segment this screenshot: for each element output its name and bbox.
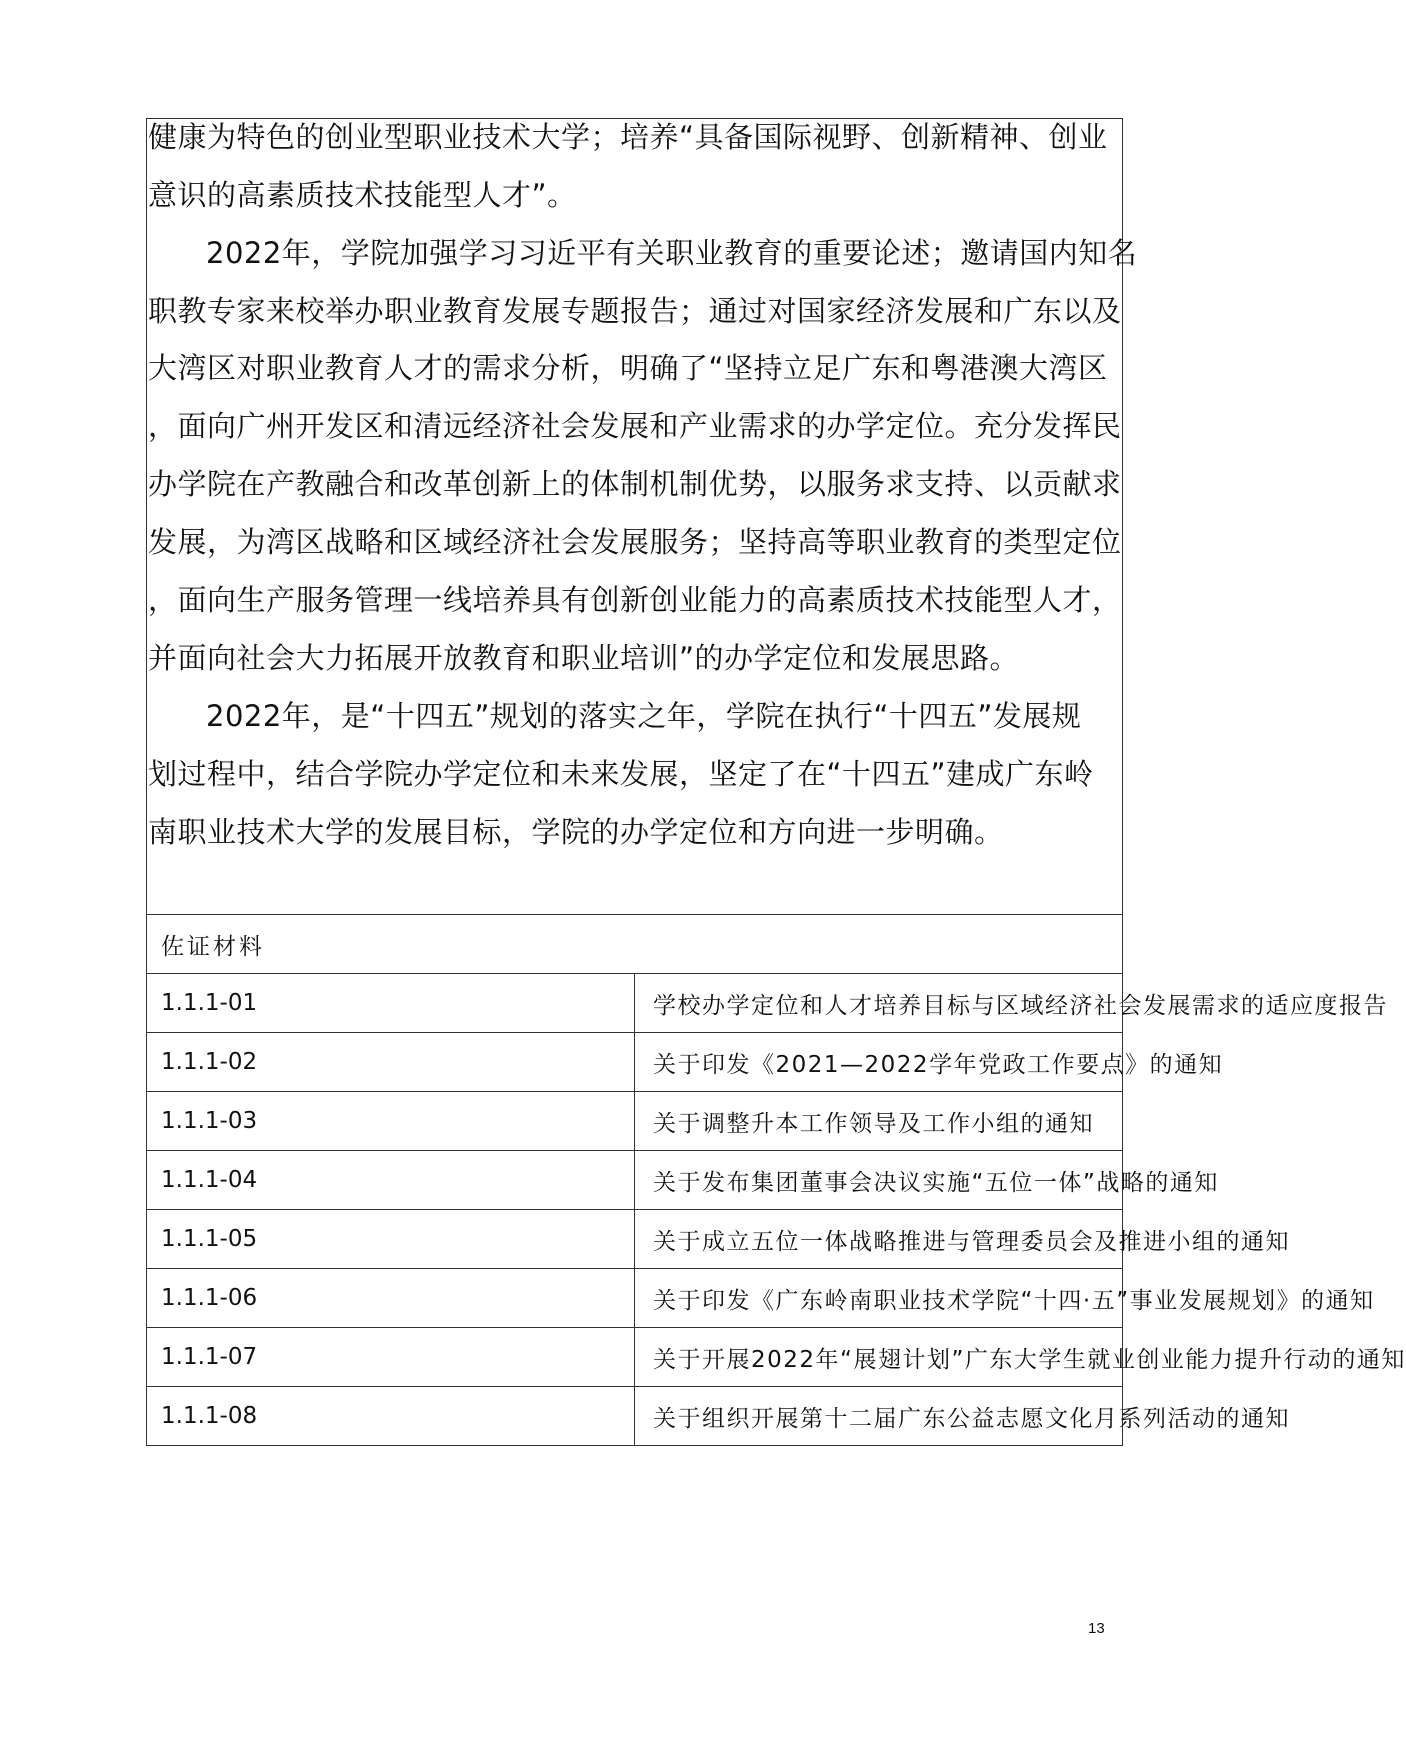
evidence-code: 1.1.1-06 (147, 1269, 635, 1328)
evidence-code: 1.1.1-03 (147, 1092, 635, 1151)
table-row (147, 1092, 1123, 1151)
narrative-line: ，面向生产服务管理一线培养具有创新创业能力的高素质技术技能型人才， (148, 583, 1122, 617)
narrative-line: 划过程中，结合学院办学定位和未来发展，坚定了在“十四五”建成广东岭 (148, 757, 1094, 791)
evidence-title: 关于印发《2021—2022学年党政工作要点》的通知 (635, 1033, 1123, 1092)
narrative-line: 南职业技术大学的发展目标，学院的办学定位和方向进一步明确。 (148, 815, 1004, 849)
narrative-line: 办学院在产教融合和改革创新上的体制机制优势，以服务求支持、以贡献求 (148, 467, 1122, 501)
narrative-line: ，面向广州开发区和清远经济社会发展和产业需求的办学定位。充分发挥民 (148, 409, 1122, 443)
evidence-title: 关于印发《广东岭南职业技术学院“十四·五”事业发展规划》的通知 (635, 1269, 1123, 1328)
evidence-title: 关于成立五位一体战略推进与管理委员会及推进小组的通知 (635, 1210, 1123, 1269)
table-row (147, 1151, 1123, 1210)
evidence-title: 学校办学定位和人才培养目标与区域经济社会发展需求的适应度报告 (635, 974, 1123, 1033)
narrative-line: 意识的高素质技术技能型人才”。 (148, 178, 577, 212)
narrative-line: 2022年，是“十四五”规划的落实之年，学院在执行“十四五”发展规 (206, 699, 1082, 733)
table-row (147, 974, 1123, 1033)
narrative-line: 发展，为湾区战略和区域经济社会发展服务；坚持高等职业教育的类型定位 (148, 525, 1122, 559)
evidence-code: 1.1.1-02 (147, 1033, 635, 1092)
evidence-title: 关于调整升本工作领导及工作小组的通知 (635, 1092, 1123, 1151)
table-row (147, 1033, 1123, 1092)
evidence-title: 关于开展2022年“展翅计划”广东大学生就业创业能力提升行动的通知 (635, 1328, 1123, 1387)
narrative-line: 健康为特色的创业型职业技术大学；培养“具备国际视野、创新精神、创业 (148, 120, 1108, 154)
evidence-title: 关于发布集团董事会决议实施“五位一体”战略的通知 (635, 1151, 1123, 1210)
evidence-code: 1.1.1-05 (147, 1210, 635, 1269)
narrative-line: 并面向社会大力拓展开放教育和职业培训”的办学定位和发展思路。 (148, 641, 1020, 675)
table-row (147, 1328, 1123, 1387)
evidence-header-row (147, 915, 1123, 974)
table-row (147, 1387, 1123, 1446)
page-number: 13 (1088, 1620, 1105, 1637)
evidence-code: 1.1.1-04 (147, 1151, 635, 1210)
evidence-code: 1.1.1-08 (147, 1387, 635, 1446)
table-row (147, 1269, 1123, 1328)
evidence-table (146, 914, 1406, 1446)
table-row (147, 1210, 1123, 1269)
narrative-line: 大湾区对职业教育人才的需求分析，明确了“坚持立足广东和粤港澳大湾区 (148, 351, 1108, 385)
evidence-code: 1.1.1-01 (147, 974, 635, 1033)
evidence-code: 1.1.1-07 (147, 1328, 635, 1387)
narrative-line: 职教专家来校举办职业教育发展专题报告；通过对国家经济发展和广东以及 (148, 294, 1122, 328)
evidence-title: 关于组织开展第十二届广东公益志愿文化月系列活动的通知 (635, 1387, 1123, 1446)
evidence-header: 佐证材料 (147, 915, 1123, 974)
narrative-line: 2022年，学院加强学习习近平有关职业教育的重要论述；邀请国内知名 (206, 236, 1138, 270)
